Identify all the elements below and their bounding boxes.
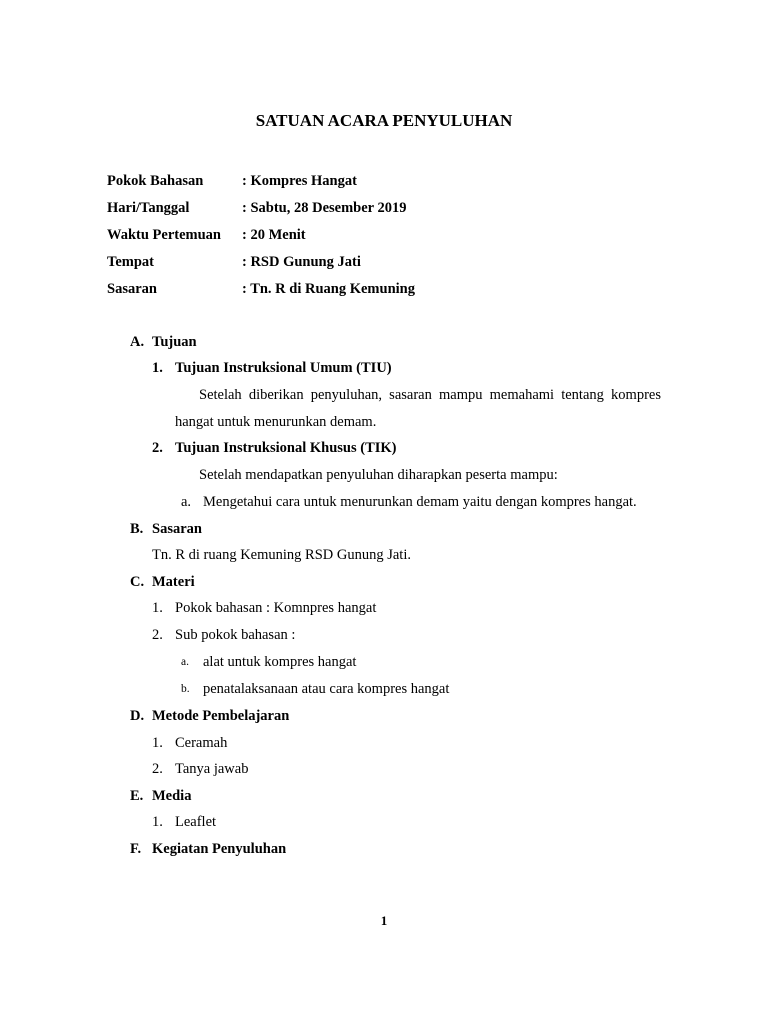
document-title: SATUAN ACARA PENYULUHAN [255,111,513,130]
list-number: 1. [152,814,163,830]
info-value: : Tn. R di Ruang Kemuning [242,281,415,297]
info-value: : Kompres Hangat [242,173,357,189]
subsection-heading: Tujuan Instruksional Umum (TIU) [175,360,392,376]
list-item-text: Ceramah [175,735,228,751]
info-label: Sasaran [107,281,157,297]
list-number: 1. [152,735,163,751]
section-marker: A. [130,334,145,350]
info-value: : RSD Gunung Jati [242,254,361,270]
list-number: 1. [152,600,163,616]
list-number: 2. [152,627,163,643]
list-marker: a. [181,656,189,668]
list-number: 2. [152,440,163,456]
section-marker: C. [130,574,145,590]
section-heading: Kegiatan Penyuluhan [152,841,287,857]
section-heading: Materi [152,574,195,590]
section-marker: F. [130,841,142,857]
subsection-heading: Tujuan Instruksional Khusus (TIK) [175,440,397,456]
paragraph-line: Tn. R di ruang Kemuning RSD Gunung Jati. [152,547,411,563]
list-item-text: penatalaksanaan atau cara kompres hangat [203,681,450,697]
list-marker: b. [181,683,190,695]
list-item-text: alat untuk kompres hangat [203,654,357,670]
list-number: 1. [152,360,163,376]
info-value: : 20 Menit [242,227,306,243]
list-marker: a. [181,494,192,510]
paragraph-line: Setelah mendapatkan penyuluhan diharapkan peserta mampu: [199,467,558,483]
section-marker: D. [130,708,145,724]
info-label: Hari/Tanggal [107,200,190,216]
section-heading: Media [152,788,192,804]
section-heading: Tujuan [152,334,197,350]
section-heading: Sasaran [152,521,202,537]
info-label: Tempat [107,254,154,270]
section-marker: E. [130,788,144,804]
page-number: 1 [380,913,388,928]
section-marker: B. [130,521,144,537]
list-number: 2. [152,761,163,777]
paragraph-line: Setelah diberikan penyuluhan, sasaran mampu memahami tentang kompres [199,387,661,403]
paragraph-line: hangat untuk menurunkan demam. [175,414,377,430]
list-item-text: Sub pokok bahasan : [175,627,296,643]
list-item-text: Pokok bahasan : Komnpres hangat [175,600,377,616]
list-item-text: Tanya jawab [175,761,249,777]
section-heading: Metode Pembelajaran [152,708,290,724]
info-value: : Sabtu, 28 Desember 2019 [242,200,407,216]
list-item-text: Mengetahui cara untuk menurunkan demam yaitu dengan kompres hangat. [203,494,637,510]
info-label: Pokok Bahasan [107,173,204,189]
list-item-text: Leaflet [175,814,217,830]
info-label: Waktu Pertemuan [107,227,221,243]
